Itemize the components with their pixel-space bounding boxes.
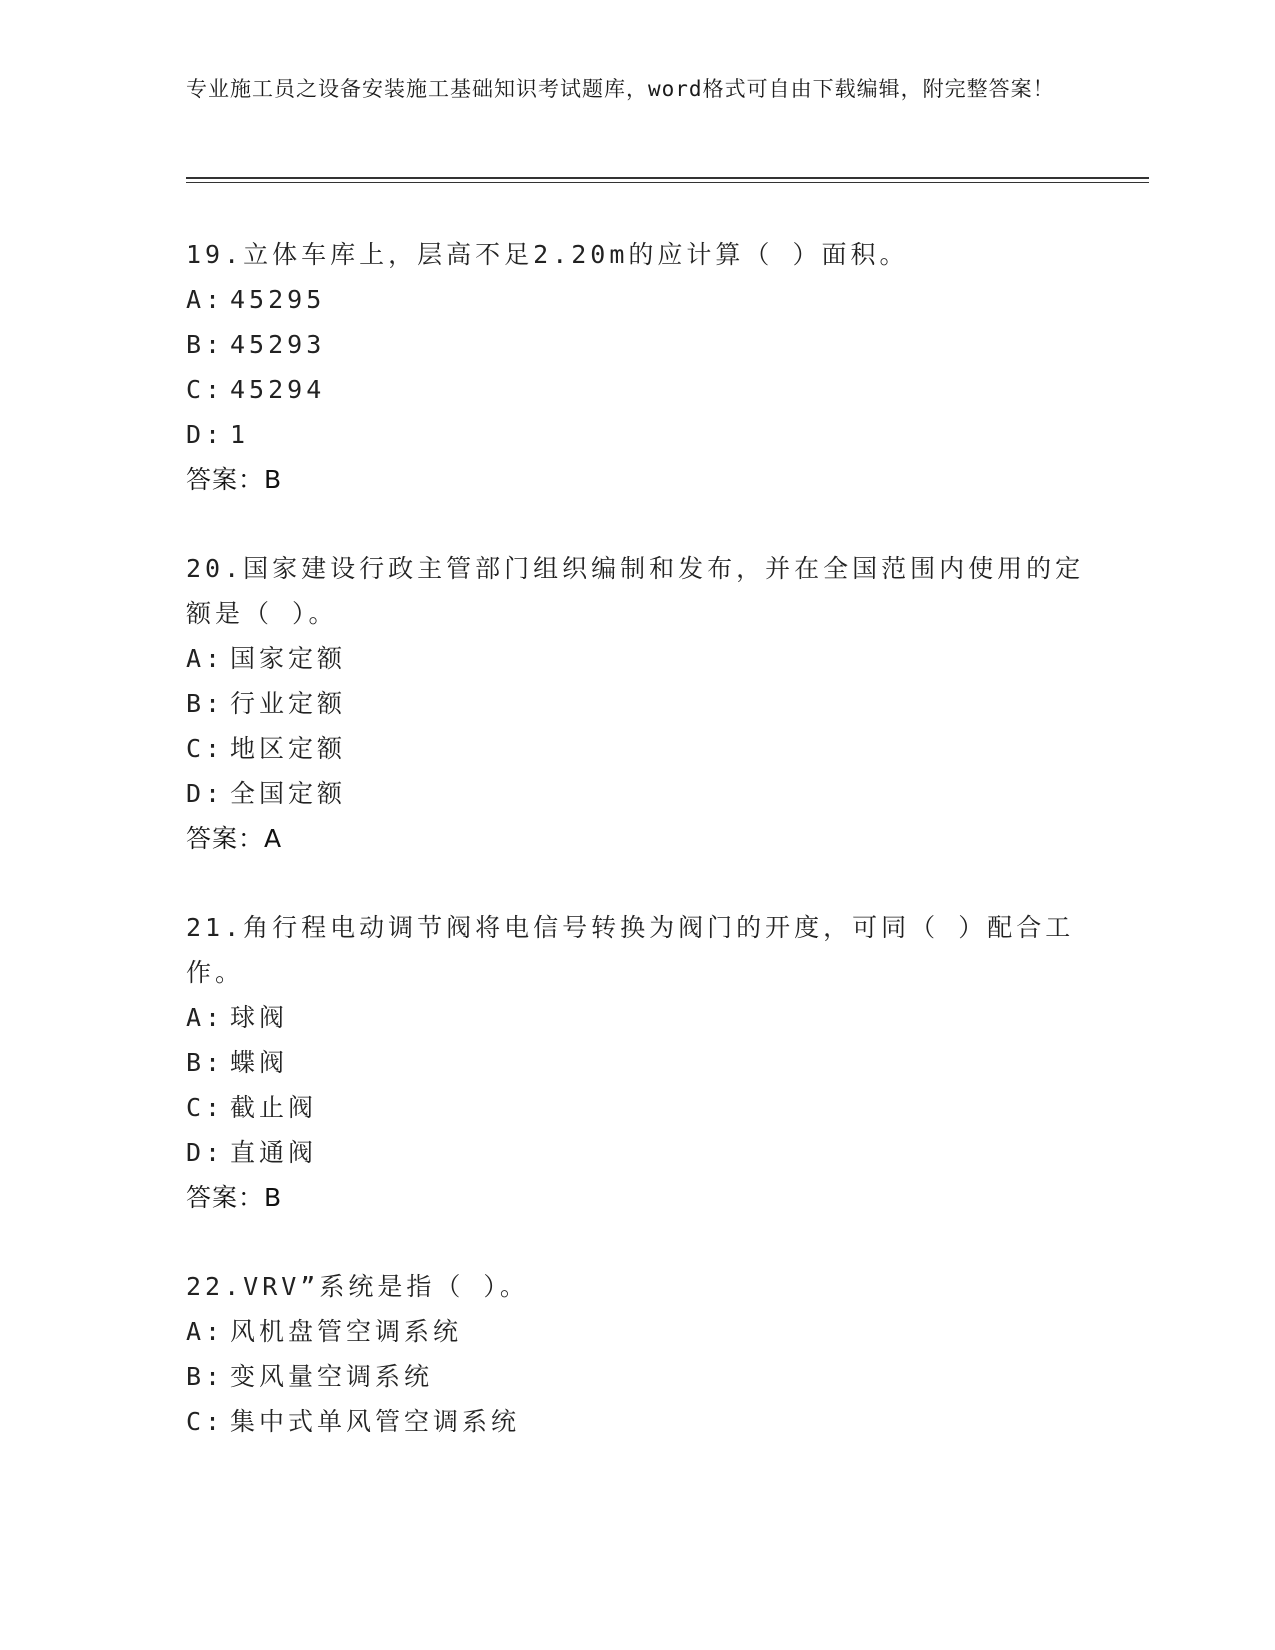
spacer: [186, 861, 1086, 905]
answer-label: 答案：: [186, 1183, 265, 1212]
option-text: 1: [230, 420, 250, 449]
option-text: 地区定额: [230, 734, 347, 763]
option-letter: C:: [186, 375, 225, 404]
question-title: 20.国家建设行政主管部门组织编制和发布，并在全国范围内使用的定额是（ ）。: [186, 554, 1085, 628]
option-letter: D:: [186, 779, 225, 808]
option-text: 全国定额: [230, 779, 347, 808]
option-letter: B:: [186, 1362, 225, 1391]
option-text: 集中式单风管空调系统: [230, 1407, 521, 1436]
option-b: [186, 1354, 1086, 1399]
option-c: [186, 367, 1086, 412]
question-21: [186, 905, 1086, 1220]
spacer: [186, 502, 1086, 546]
question-title: 19.立体车库上，层高不足2.20m的应计算（ ）面积。: [186, 240, 909, 269]
question-title: 21.角行程电动调节阀将电信号转换为阀门的开度，可同（ ）配合工作。: [186, 913, 1075, 987]
question-title: 22.VRV”系统是指（ ）。: [186, 1272, 529, 1301]
answer-label: 答案：: [186, 465, 265, 494]
option-a: [186, 995, 1086, 1040]
option-letter: A:: [186, 1317, 225, 1346]
option-letter: C:: [186, 1093, 225, 1122]
question-20: [186, 546, 1086, 861]
option-text: 45293: [230, 330, 326, 359]
option-letter: B:: [186, 1048, 225, 1077]
answer-line: [186, 457, 1086, 502]
question-list: [186, 232, 1086, 1444]
answer-line: [186, 1175, 1086, 1220]
option-b: [186, 681, 1086, 726]
option-letter: C:: [186, 734, 225, 763]
option-letter: A:: [186, 1003, 225, 1032]
option-text: 直通阀: [230, 1138, 318, 1167]
option-letter: B:: [186, 330, 225, 359]
answer-value: B: [264, 1183, 283, 1212]
option-d: [186, 771, 1086, 816]
header-divider-top: [186, 177, 1149, 179]
option-text: 截止阀: [230, 1093, 318, 1122]
answer-label: 答案：: [186, 824, 265, 853]
option-text: 行业定额: [230, 689, 347, 718]
option-letter: A:: [186, 644, 225, 673]
option-d: [186, 1130, 1086, 1175]
option-c: [186, 1399, 1086, 1444]
option-text: 蝶阀: [230, 1048, 289, 1077]
header-divider-bottom: [186, 182, 1149, 183]
option-letter: D:: [186, 420, 225, 449]
spacer: [186, 1220, 1086, 1264]
option-text: 风机盘管空调系统: [230, 1317, 463, 1346]
answer-value: A: [264, 824, 283, 853]
option-b: [186, 1040, 1086, 1085]
option-letter: A:: [186, 285, 225, 314]
option-a: [186, 1309, 1086, 1354]
answer-line: [186, 816, 1086, 861]
option-letter: C:: [186, 1407, 225, 1436]
question-19: [186, 232, 1086, 502]
question-22: [186, 1264, 1086, 1444]
option-text: 45294: [230, 375, 326, 404]
option-a: [186, 636, 1086, 681]
option-letter: B:: [186, 689, 225, 718]
option-text: 球阀: [230, 1003, 289, 1032]
document-header: 专业施工员之设备安装施工基础知识考试题库，word格式可自由下载编辑，附完整答案！: [186, 77, 1055, 101]
option-text: 变风量空调系统: [230, 1362, 434, 1391]
option-c: [186, 726, 1086, 771]
answer-value: B: [264, 465, 283, 494]
option-b: [186, 322, 1086, 367]
option-letter: D:: [186, 1138, 225, 1167]
option-text: 45295: [230, 285, 326, 314]
option-c: [186, 1085, 1086, 1130]
option-d: [186, 412, 1086, 457]
option-text: 国家定额: [230, 644, 347, 673]
option-a: [186, 277, 1086, 322]
